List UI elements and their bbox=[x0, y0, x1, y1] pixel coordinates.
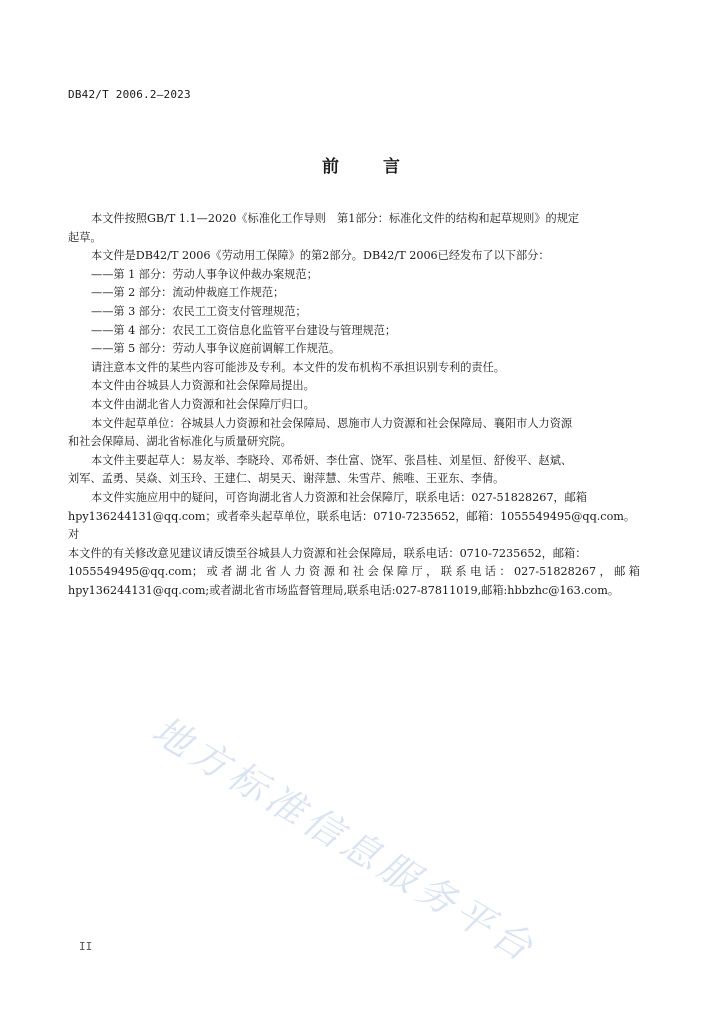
paragraph-series: 本文件是DB42/T 2006《劳动用工保障》的第2部分。DB42/T 2006已经发布了以下部分： bbox=[91, 249, 550, 263]
part-list-item: ——第 5 部分：劳动人事争议庭前调解工作规范。 bbox=[91, 342, 341, 356]
paragraph-proposed: 本文件由谷城县人力资源和社会保障局提出。 bbox=[91, 379, 315, 393]
paragraph-drafting-units-cont: 和社会保障局、湖北省标准化与质量研究院。 bbox=[68, 435, 292, 449]
paragraph-contact-cont: 1055549495@qq.com；或者湖北省人力资源和社会保障厅，联系电话：027-51828267，邮箱 bbox=[68, 565, 640, 579]
paragraph-managed: 本文件由湖北省人力资源和社会保障厅归口。 bbox=[91, 397, 315, 411]
paragraph-contact-cont: hpy136244131@qq.com；或者牵头起草单位，联系电话：0710-7235652，邮箱：1055549495@qq.com。对 bbox=[68, 509, 636, 542]
paragraph-contact: 本文件实施应用中的疑问，可咨询湖北省人力资源和社会保障厅，联系电话：027-51828267，邮箱 bbox=[91, 490, 588, 504]
page-number: II bbox=[79, 940, 93, 953]
paragraph-standard-basis-cont: 起草。 bbox=[68, 230, 102, 244]
paragraph-contact-cont: 本文件的有关修改意见建议请反馈至谷城县人力资源和社会保障局，联系电话：0710-7235652，邮箱： bbox=[68, 546, 587, 560]
paragraph-drafters: 本文件主要起草人：易友举、李晓玲、邓希妍、李仕富、饶军、张昌桂、刘星恒、舒俊平、赵斌、 bbox=[91, 453, 573, 467]
watermark-text: 地方标准信息服务平台 bbox=[144, 707, 545, 973]
part-list-item: ——第 4 部分：农民工工资信息化监管平台建设与管理规范； bbox=[91, 323, 397, 337]
part-list-item: ——第 2 部分：流动仲裁庭工作规范； bbox=[91, 286, 285, 300]
paragraph-drafting-units: 本文件起草单位：谷城县人力资源和社会保障局、恩施市人力资源和社会保障局、襄阳市人力资源 bbox=[91, 416, 573, 430]
paragraph-patent: 请注意本文件的某些内容可能涉及专利。本文件的发布机构不承担识别专利的责任。 bbox=[91, 360, 505, 374]
title-char-1: 前 bbox=[322, 157, 341, 177]
paragraph-contact-cont: hpy136244131@qq.com;或者湖北省市场监督管理局,联系电话:027-87811019,邮箱:hbbzhc@163.com。 bbox=[68, 583, 620, 597]
paragraph-drafters-cont: 刘军、孟勇、吴焱、刘玉玲、王建仁、胡昊天、谢萍慧、朱雪芹、熊唯、王亚东、李倩。 bbox=[68, 472, 505, 486]
title-char-2: 言 bbox=[383, 157, 402, 177]
foreword-body bbox=[68, 210, 640, 600]
part-list-item: ——第 1 部分：劳动人事争议仲裁办案规范； bbox=[91, 267, 318, 281]
part-list-item: ——第 3 部分：农民工工资支付管理规范； bbox=[91, 304, 307, 318]
paragraph-standard-basis: 本文件按照GB/T 1.1—2020《标准化工作导则 第1部分：标准化文件的结构和起草规则》的规定 bbox=[91, 212, 580, 225]
document-code: DB42/T 2006.2—2023 bbox=[68, 88, 191, 101]
page-title bbox=[0, 152, 724, 177]
